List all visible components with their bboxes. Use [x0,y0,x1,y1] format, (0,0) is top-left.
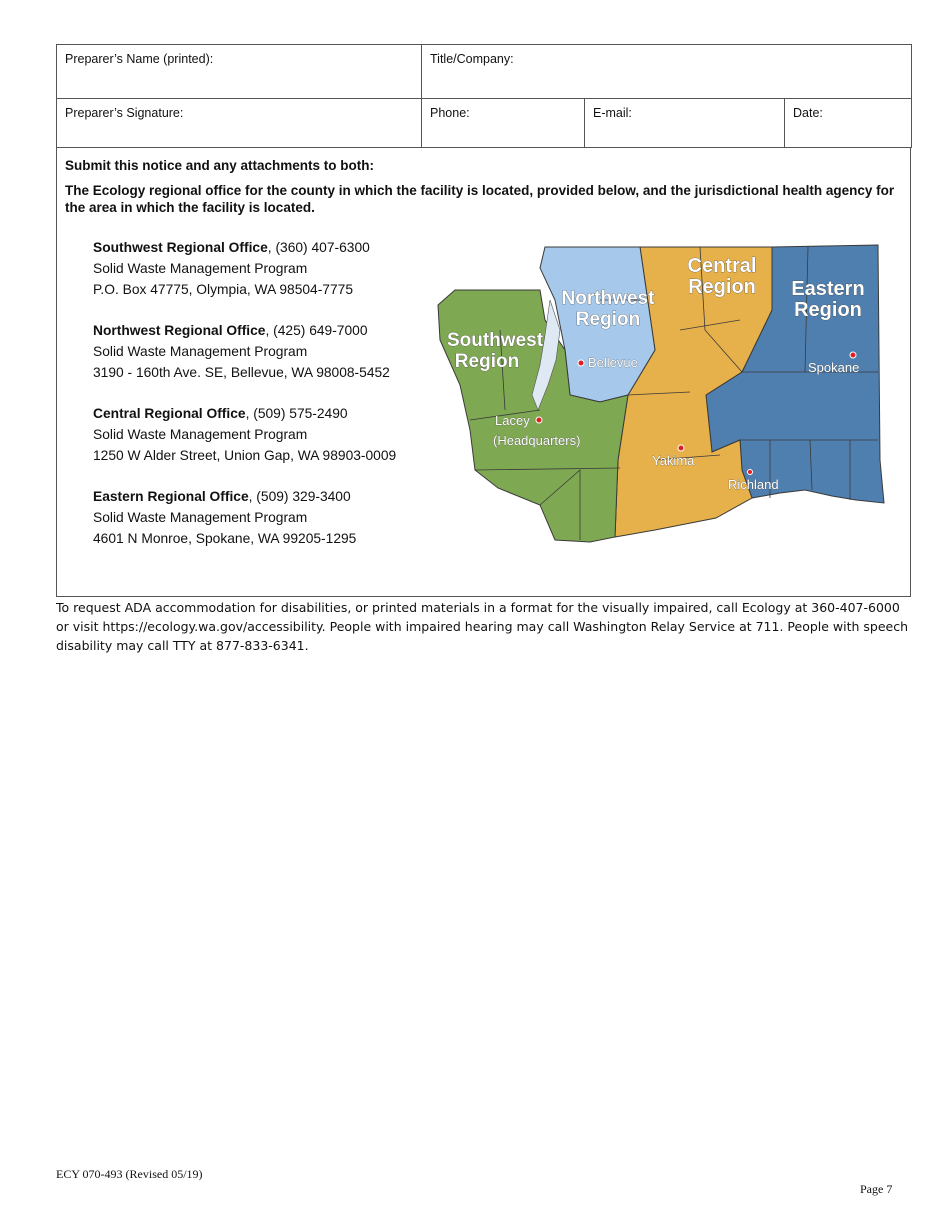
office-program: Solid Waste Management Program [93,427,308,442]
office-address: P.O. Box 47775, Olympia, WA 98504-7775 [93,282,353,297]
spokane-label: Spokane [808,360,860,375]
office-phone: , (509) 329-3400 [248,489,351,504]
email-label: E-mail: [593,106,632,120]
southwest-region-label-1: Southwest [446,330,544,351]
office-phone: , (425) 649-7000 [265,323,368,338]
bellevue-marker [578,360,584,366]
richland-marker [748,470,753,475]
richland-label: Richland [728,477,779,492]
submit-heading: Submit this notice and any attachments to both: [65,158,375,173]
preparer-signature-label: Preparer’s Signature: [65,106,184,120]
office-name: Central Regional Office [93,406,246,421]
yakima-marker [678,445,684,451]
phone-label: Phone: [430,106,470,120]
office-name: Northwest Regional Office [93,323,266,338]
office-phone: , (360) 407-6300 [267,240,370,255]
eastern-region-label-1: Eastern [791,278,865,300]
preparer-name-label: Preparer’s Name (printed): [65,52,214,66]
lacey-marker [536,417,542,423]
yakima-label: Yakima [652,453,695,468]
central-region-label-2: Region [688,276,756,298]
lacey-label: Lacey [495,413,530,428]
northwest-region-label-2: Region [575,309,641,330]
bellevue-label: Bellevue [588,355,638,370]
office-phone: , (509) 575-2490 [245,406,348,421]
central-region-label-1: Central [687,255,757,277]
office-address: 4601 N Monroe, Spokane, WA 99205-1295 [93,531,357,546]
page-number: Page 7 [860,1182,893,1196]
submit-instructions: The Ecology regional office for the county in which the facility is located, provided below, and the jurisdictional health agency for the area in which the facility is located. [65,183,895,215]
headquarters-label: (Headquarters) [493,433,581,448]
office-program: Solid Waste Management Program [93,344,308,359]
office-address: 1250 W Alder Street, Union Gap, WA 98903-0009 [93,448,397,463]
form-id: ECY 070-493 (Revised 05/19) [56,1167,203,1181]
northwest-region-label-1: Northwest [561,288,655,309]
southwest-region-label-2: Region [454,351,520,372]
office-name: Southwest Regional Office [93,240,268,255]
office-address: 3190 - 160th Ave. SE, Bellevue, WA 98008-5452 [93,365,390,380]
office-program: Solid Waste Management Program [93,510,308,525]
spokane-marker [850,352,856,358]
office-program: Solid Waste Management Program [93,261,308,276]
eastern-region-label-2: Region [794,299,862,321]
ada-notice: To request ADA accommodation for disabilities, or printed materials in a format for the visually impaired, call Ecology at 360-407-6000 or visit https://ecology.wa.gov/accessibility. People with impaired hearing may call Washington Relay Service at 711. People with speech disability may call TTY at 877-833-6341. [56,600,909,653]
title-company-label: Title/Company: [430,52,514,66]
date-label: Date: [793,106,823,120]
office-name: Eastern Regional Office [93,489,249,504]
